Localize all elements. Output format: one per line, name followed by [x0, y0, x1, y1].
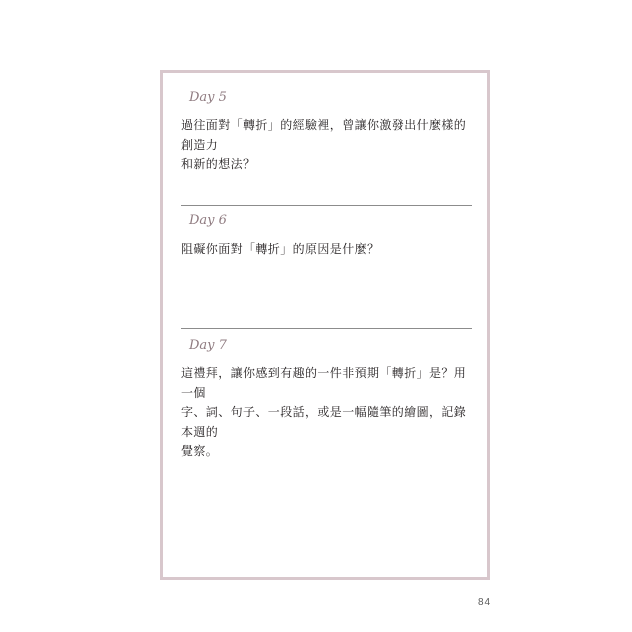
page-number: 84: [478, 597, 492, 608]
day-7-question-line-3: 覺察。: [181, 444, 219, 458]
day-6-question: [181, 240, 476, 260]
day-6-question-line-1: 阻礙你面對「轉折」的原因是什麼？: [181, 242, 380, 256]
day-5-question-line-2: 和新的想法？: [181, 157, 256, 171]
day-7-question: [181, 364, 476, 462]
day-7-question-line-2: 字、詞、句子、一段話，或是一幅隨筆的繪圖，記錄本週的: [181, 405, 467, 439]
day-5-question-line-1: 過往面對「轉折」的經驗裡，曾讓你激發出什麼樣的創造力: [181, 118, 467, 152]
day-7-question-line-1: 這禮拜，讓你感到有趣的一件非預期「轉折」是？用一個: [181, 366, 467, 400]
day-5-question: [181, 116, 476, 175]
day-5-divider: [181, 205, 472, 206]
day-7-title: Day 7: [189, 338, 227, 353]
day-6-title: Day 6: [189, 213, 227, 228]
day-6-divider: [181, 328, 472, 329]
day-5-title: Day 5: [189, 90, 227, 105]
